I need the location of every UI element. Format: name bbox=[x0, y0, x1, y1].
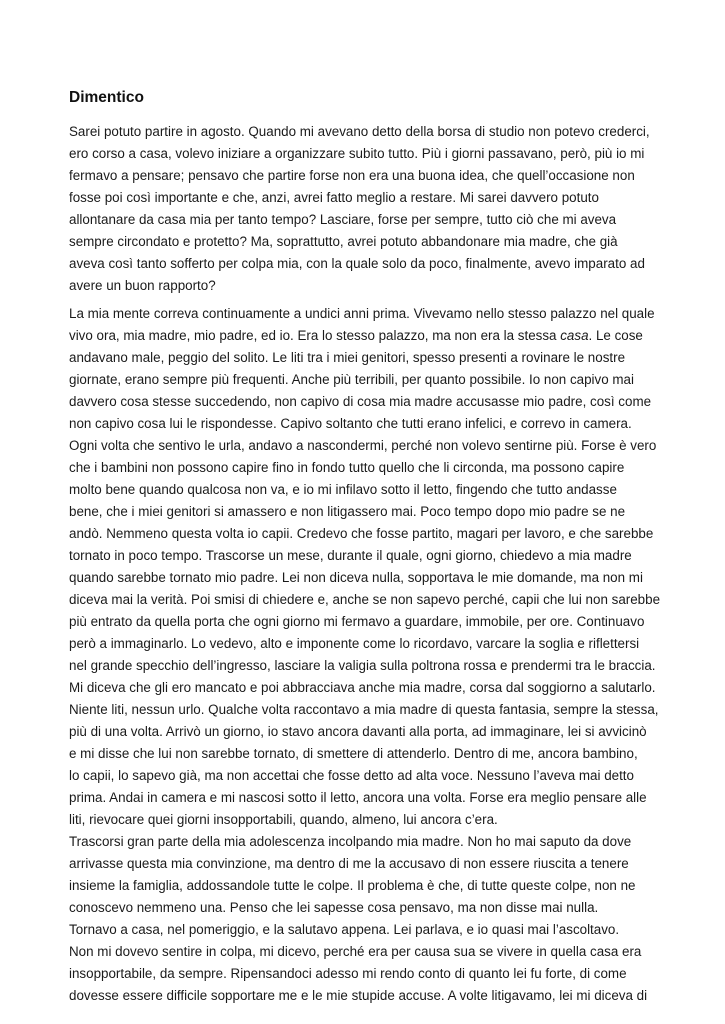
document-title: Dimentico bbox=[69, 89, 144, 106]
text-line: diceva mai la verità. Poi smisi di chiedere e, anche se non sapevo perché, capii che lui non sarebbe bbox=[69, 592, 661, 607]
text-line: sempre circondato e protetto? Ma, soprattutto, avrei potuto abbandonare mia madre, che già bbox=[69, 234, 618, 249]
text-line: avere un buon rapporto? bbox=[69, 278, 216, 293]
text-segment: vivo ora, mia madre, mio padre, ed io. Era lo stesso palazzo, ma non era la stessa bbox=[69, 328, 561, 343]
text-line: bene, che i miei genitori si amassero e non litigassero mai. Poco tempo dopo mio padre se ne bbox=[69, 504, 626, 519]
text-line: Mi diceva che gli ero mancato e poi abbracciava anche mia madre, corsa dal soggiorno a salutarlo. bbox=[69, 680, 656, 695]
text-line: più entrato da quella porta che ogni giorno mi fermavo a guardare, immobile, per ore. Continuavo bbox=[69, 614, 645, 629]
text-line: Niente liti, nessun urlo. Qualche volta raccontavo a mia madre di questa fantasia, sempre la stessa, bbox=[69, 702, 659, 717]
text-line: giornate, erano sempre più frequenti. Anche più terribili, per quanto possibile. Io non capivo mai bbox=[69, 372, 634, 387]
text-line: e mi disse che lui non sarebbe tornato, di smettere di attenderlo. Dentro di me, ancora bambino, bbox=[69, 746, 638, 761]
text-line: che i bambini non possono capire fino in fondo tutto quello che li circonda, ma possono capire bbox=[69, 460, 625, 475]
text-line: Sarei potuto partire in agosto. Quando mi avevano detto della borsa di studio non potevo crederci, bbox=[69, 124, 650, 139]
text-line: più di una volta. Arrivò un giorno, io stavo ancora davanti alla porta, ad immaginare, lei si avvicinò bbox=[69, 724, 647, 739]
text-line: La mia mente correva continuamente a undici anni prima. Vivevamo nello stesso palazzo nel quale bbox=[69, 306, 655, 321]
text-line: aveva così tanto sofferto per colpa mia, con la quale solo da poco, finalmente, avevo imparato ad bbox=[69, 256, 645, 271]
text-line: insopportabile, da sempre. Ripensandoci adesso mi rendo conto di quanto lei fu forte, di come bbox=[69, 966, 627, 981]
text-line: insieme la famiglia, addossandole tutte le colpe. Il problema è che, di tutte queste colpe, non ne bbox=[69, 878, 636, 893]
text-line: Non mi dovevo sentire in colpa, mi dicevo, perché era per causa sua se vivere in quella casa era bbox=[69, 944, 642, 959]
text-line: non capivo cosa lui le rispondesse. Capivo soltanto che tutti erano infelici, e correvo in camera. bbox=[69, 416, 632, 431]
text-line: però a immaginarlo. Lo vedevo, alto e imponente come lo ricordavo, varcare la soglia e riflettersi bbox=[69, 636, 640, 651]
text-line: fermavo a pensare; pensavo che partire forse non era una buona idea, che quell’occasione non bbox=[69, 168, 635, 183]
text-line: Ogni volta che sentivo le urla, andavo a nascondermi, perché non volevo sentirne più. Forse è vero bbox=[69, 438, 657, 453]
text-line: lo capii, lo sapevo già, ma non accettai che fosse detto ad alta voce. Nessuno l’aveva mai detto bbox=[69, 768, 634, 783]
text-line: molto bene quando qualcosa non va, e io mi infilavo sotto il letto, fingendo che tutto andasse bbox=[69, 482, 617, 497]
text-line: andò. Nemmeno questa volta io capii. Credevo che fosse partito, magari per lavoro, e che sarebbe bbox=[69, 526, 654, 541]
text-line: arrivasse questa mia convinzione, ma dentro di me la accusavo di non essere riuscita a tenere bbox=[69, 856, 629, 871]
text-segment: . Le cose bbox=[588, 328, 643, 343]
text-line: quando sarebbe tornato mio padre. Lei non diceva nulla, sopportava le mie domande, ma non mi bbox=[69, 570, 643, 585]
emphasized-word: casa bbox=[560, 328, 589, 343]
text-line: dovesse essere difficile sopportare me e le mie stupide accuse. A volte litigavamo, lei mi diceva di bbox=[69, 988, 648, 1003]
text-line: nel grande specchio dell’ingresso, lasciare la valigia sulla poltrona rossa e prendermi tra le braccia. bbox=[69, 658, 656, 673]
text-line: Trascorsi gran parte della mia adolescenza incolpando mia madre. Non ho mai saputo da dove bbox=[69, 834, 632, 849]
text-line: allontanare da casa mia per tanto tempo? Lasciare, forse per sempre, tutto ciò che mi aveva bbox=[69, 212, 617, 227]
text-line: liti, rievocare quei giorni insopportabili, quando, almeno, lui ancora c’era. bbox=[69, 812, 498, 827]
text-line: prima. Andai in camera e mi nascosi sotto il letto, ancora una volta. Forse era meglio pensare alle bbox=[69, 790, 647, 805]
text-line: ero corso a casa, volevo iniziare a organizzare subito tutto. Più i giorni passavano, però, più io mi bbox=[69, 146, 645, 161]
text-line: andavano male, peggio del solito. Le liti tra i miei genitori, spesso presenti a rovinare le nostre bbox=[69, 350, 626, 365]
text-line-with-emphasis bbox=[69, 326, 643, 346]
text-line: conoscevo nemmeno una. Penso che lei sapesse cosa pensavo, ma non disse mai nulla. bbox=[69, 900, 599, 915]
text-line: Tornavo a casa, nel pomeriggio, e la salutavo appena. Lei parlava, e io quasi mai l’ascoltavo. bbox=[69, 922, 620, 937]
text-line: tornato in poco tempo. Trascorse un mese, durante il quale, ogni giorno, chiedevo a mia madre bbox=[69, 548, 632, 563]
text-line: davvero cosa stesse succedendo, non capivo di cosa mia madre accusasse mio padre, così come bbox=[69, 394, 652, 409]
text-line: fosse poi così importante e che, anzi, avrei fatto meglio a restare. Mi sarei davvero potuto bbox=[69, 190, 599, 205]
